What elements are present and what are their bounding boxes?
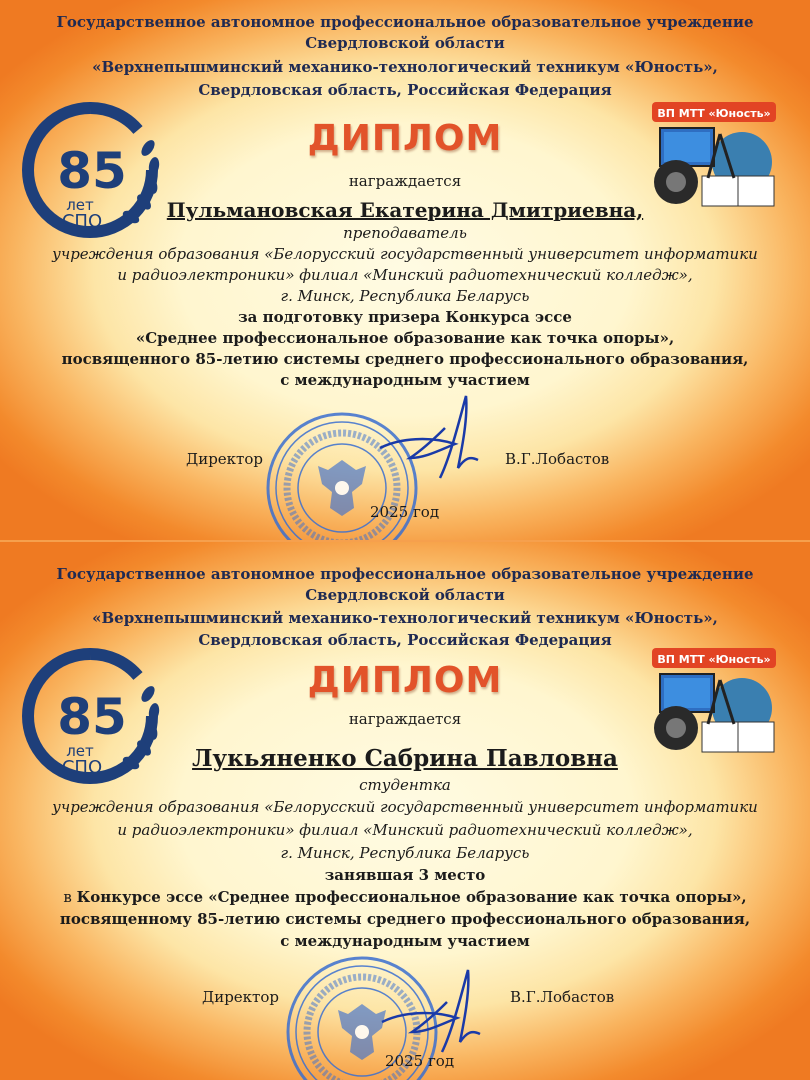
recipient-role: преподаватель <box>343 224 467 242</box>
logo-word-1: лет <box>66 196 94 214</box>
college-logo-label: ВП МТТ «Юность» <box>657 107 771 120</box>
reason-line-3: посвященного 85-летию системы среднего профессионального образования, <box>61 350 749 368</box>
recipient-name: Пульмановская Екатерина Дмитриевна, <box>166 198 644 222</box>
institution-line-3: г. Минск, Республика Беларусь <box>280 287 530 305</box>
director-label: Директор <box>186 450 263 468</box>
signature-icon <box>370 388 510 488</box>
place-text: занявшая 3 место <box>324 866 486 884</box>
reason-line-2: «Среднее профессиональное образование как точка опоры», <box>135 329 675 347</box>
institution-line-2: и радиоэлектроники» филиал «Минский радиотехнический колледж», <box>117 821 693 839</box>
director-label: Директор <box>202 988 279 1006</box>
reason-prefix: в <box>63 888 72 906</box>
header-line-4: Свердловская область, Российская Федерация <box>198 81 612 99</box>
director-name: В.Г.Лобастов <box>510 988 615 1006</box>
institution-line-1: учреждения образования «Белорусский государственный университет информатики <box>52 798 758 816</box>
reason-line-1-text: Конкурсе эссе «Среднее профессиональное образование как точка опоры», <box>76 888 747 906</box>
college-logo-label: ВП МТТ «Юность» <box>657 653 771 666</box>
header-line-1: Государственное автономное профессиональное образовательное учреждение <box>56 13 754 31</box>
recipient-name: Лукьяненко Сабрина Павловна <box>192 745 618 772</box>
institution-line-1: учреждения образования «Белорусский государственный университет информатики <box>52 245 758 263</box>
header-line-3: «Верхнепышминский механико-технологический техникум «Юность», <box>92 609 718 627</box>
logo-word-2: СПО <box>61 757 103 778</box>
logo-number: 85 <box>57 142 127 200</box>
logo-word-2: СПО <box>61 211 103 232</box>
diploma-year: 2025 год <box>385 1052 455 1070</box>
diploma-title: ДИПЛОМ <box>307 118 503 159</box>
logo-number: 85 <box>57 688 127 746</box>
header-line-2: Свердловской области <box>305 34 505 52</box>
header-line-2: Свердловской области <box>305 586 505 604</box>
awarded-text: награждается <box>348 710 462 728</box>
header-line-1: Государственное автономное профессиональное образовательное учреждение <box>56 565 754 583</box>
director-name: В.Г.Лобастов <box>505 450 610 468</box>
institution-line-2: и радиоэлектроники» филиал «Минский радиотехнический колледж», <box>117 266 693 284</box>
logo-word-1: лет <box>66 742 94 760</box>
institution-line-3: г. Минск, Республика Беларусь <box>280 844 530 862</box>
header-line-4: Свердловская область, Российская Федерация <box>198 631 612 649</box>
header-line-3: «Верхнепышминский механико-технологический техникум «Юность», <box>92 58 718 76</box>
awarded-text: награждается <box>348 172 462 190</box>
diploma-student <box>0 540 810 1080</box>
reason-line-3: с международным участием <box>280 932 530 950</box>
reason-line-1 <box>0 888 810 907</box>
reason-line-2: посвященному 85-летию системы среднего профессионального образования, <box>59 910 751 928</box>
signature-icon <box>372 962 512 1062</box>
recipient-role: студентка <box>359 776 451 794</box>
diploma-year: 2025 год <box>370 503 440 521</box>
diploma-title: ДИПЛОМ <box>307 660 503 701</box>
reason-line-1: за подготовку призера Конкурса эссе <box>238 308 572 326</box>
reason-line-4: с международным участием <box>280 371 530 389</box>
